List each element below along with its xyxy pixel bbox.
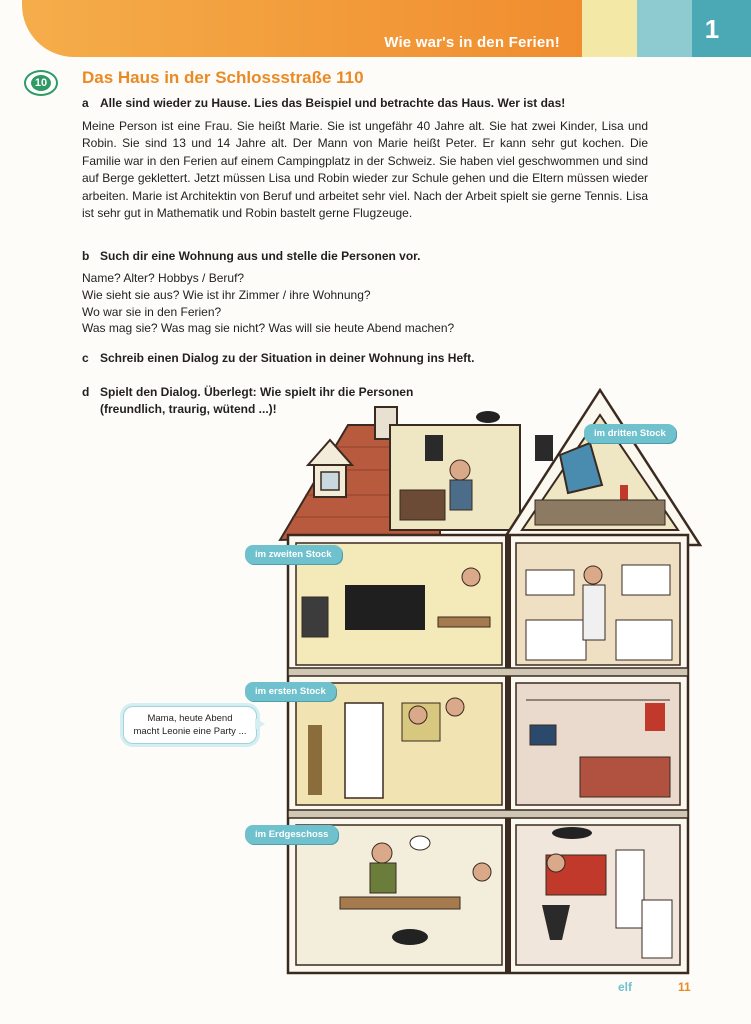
question-line: Was mag sie? Was mag sie nicht? Was will sie heute Abend machen? [82,321,455,335]
unit-title: Wie war's in den Ferien! [384,34,560,51]
question-line: Wo war sie in den Ferien? [82,305,222,319]
upper-cabinet [622,565,670,595]
question-line: Name? Alter? Hobbys / Beruf? [82,271,245,285]
hanging-shirt [645,703,665,731]
father-head [372,843,392,863]
speech-bubble-tail [255,718,265,730]
room-first-left [296,683,502,805]
bed [580,757,670,797]
fridge [616,850,644,928]
task-number-badge [24,70,58,96]
room-ground-left [296,825,502,965]
task-title: Das Haus in der Schlossstraße 110 [82,68,364,87]
front-door [345,703,383,798]
shelf [642,900,672,958]
header-stripe-teal [637,0,692,57]
label-second-floor: im zweiten Stock [245,545,342,564]
subtask-b-heading [82,249,421,263]
footer-brand: elf [618,980,633,994]
subtask-a-letter: a [82,96,89,110]
unit-number: 1 [704,14,720,44]
header-stripe-cream [582,0,637,57]
speech-bubble [123,706,257,744]
tv [302,597,328,637]
daughter-head [409,706,427,724]
mother-head [446,698,464,716]
dining-table [340,897,460,909]
desk [400,490,445,520]
subtask-d-instruction-2: (freundlich, traurig, wütend ...)! [100,402,277,416]
label-first-floor: im ersten Stock [245,682,336,701]
subtask-d-letter: d [82,385,90,399]
label-third-floor: im dritten Stock [584,424,676,443]
subtask-a-heading [82,96,565,110]
boy-body [450,480,472,510]
subtask-c-heading [82,351,474,365]
bird [476,411,500,423]
table [438,617,490,627]
speaker-left [425,435,443,461]
task-number: 10 [31,75,51,91]
subtask-b-letter: b [82,249,90,263]
cat-dining [392,929,428,945]
speech-bubble-line-2: macht Leonie eine Party ... [133,726,247,737]
boy-head-dining [473,863,491,881]
page-number: 11 [678,980,691,994]
piano [345,585,425,630]
father-body [370,863,396,893]
cook-head [584,566,602,584]
cat-on-cabinet [552,827,592,839]
floor-slab [288,668,688,676]
boy-head [450,460,470,480]
subtask-a-text: Meine Person ist eine Frau. Sie heißt Marie. Sie ist ungefähr 40 Jahre alt. Sie hat zwei Kinder, Lisa und Robin. Sie sind 13 und 14 Jahre alt. Der Mann von Marie heißt Peter. Er kann sehr gut kochen. Die Familie war in den Ferien auf einem Campingplatz in der Schweiz. Sie haben viel geschwommen und sind auf Berge geklettert. Jetzt müssen Lisa und Robin wieder zur Schule gehen und die Eltern müssen wieder arbeiten. Marie ist Architektin von Beruf und arbeitet sehr viel. Nach der Arbeit spielt sie gerne Tennis. Lisa ist sehr gut in Mathematik und Robin bastelt gerne Flugzeuge. [82,119,648,221]
cook-apron [583,585,605,640]
subtask-c-letter: c [82,351,89,365]
speech-bubble-line-1: Mama, heute Abend [147,713,233,724]
label-ground-floor: im Erdgeschoss [245,825,338,844]
stove [616,620,672,660]
subtask-b-instruction: Such dir eine Wohnung aus und stelle die Personen vor. [100,249,421,263]
dormer-window [321,472,339,490]
ceiling-lamp [410,836,430,850]
subtask-d-instruction-1: Spielt den Dialog. Überlegt: Wie spielt ihr die Personen [100,385,414,399]
attic-bed [535,500,665,525]
girl-head [462,568,480,586]
subtask-c-instruction: Schreib einen Dialog zu der Situation in deiner Wohnung ins Heft. [100,351,475,365]
woman-head [547,854,565,872]
speaker-right [535,435,553,461]
question-line: Wie sieht sie aus? Wie ist ihr Zimmer / ihre Wohnung? [82,288,371,302]
computer [530,725,556,745]
floor-slab [288,810,688,818]
teen-figure [308,725,322,795]
upper-cabinet [526,570,574,595]
kitchen-counter [526,620,586,660]
subtask-a-instruction: Alle sind wieder zu Hause. Lies das Beispiel und betrachte das Haus. Wer ist das! [100,96,566,110]
